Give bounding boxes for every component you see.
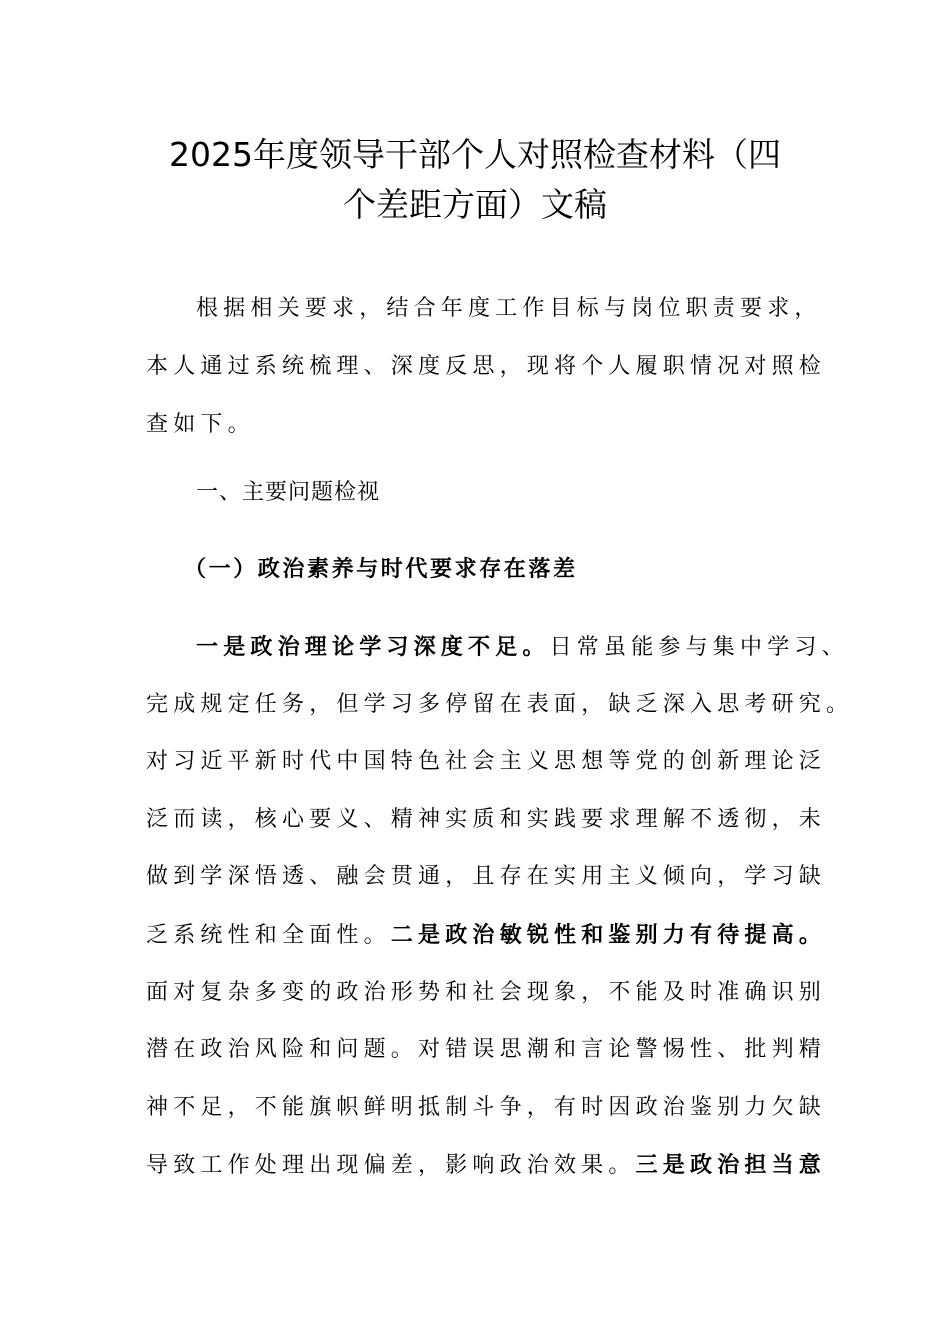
point-three-heading: 三是政治担当意: [635, 1152, 827, 1178]
paragraph-line-8: 潜在政治风险和问题。对错误思潮和言论警惕性、批判精: [146, 1037, 827, 1062]
intro-line-2: 本人通过系统梳理、深度反思，现将个人履职情况对照检: [146, 354, 827, 379]
paragraph-line-4: 泛而读，核心要义、精神实质和实践要求理解不透彻，未: [146, 807, 827, 832]
paragraph-line-7: 面对复杂多变的政治形势和社会现象，不能及时准确识别: [146, 980, 827, 1005]
paragraph-line-3: 对习近平新时代中国特色社会主义思想等党的创新理论泛: [146, 749, 827, 774]
paragraph-line-10-text: 导致工作处理出现偏差，影响政治效果。: [146, 1153, 636, 1178]
subsection-heading-1: （一）政治素养与时代要求存在落差: [184, 556, 578, 582]
paragraph-line-1-text: 日常虽能参与集中学习、: [549, 635, 849, 660]
paragraph-line-5: 做到学深悟透、融会贯通，且存在实用主义倾向，学习缺: [146, 864, 827, 889]
paragraph-line-6: [146, 920, 826, 951]
point-one-heading: 一是政治理论学习深度不足。: [196, 634, 550, 660]
paragraph-line-6-text: 乏系统性和全面性。: [146, 923, 391, 948]
paragraph-line-2: 完成规定任务，但学习多停留在表面，缺乏深入思考研究。: [146, 692, 854, 717]
paragraph-line-1: [196, 632, 849, 663]
point-two-heading: 二是政治敏锐性和鉴别力有待提高。: [390, 922, 827, 948]
paragraph-line-9: 神不足，不能旗帜鲜明抵制斗争，有时因政治鉴别力欠缺: [146, 1095, 827, 1120]
document-title-line-1: 2025年度领导干部个人对照检查材料（四: [169, 135, 781, 174]
document-title-line-2: 个差距方面）文稿: [343, 185, 607, 224]
intro-line-3: 查如下。: [146, 412, 255, 437]
intro-line-1: 根据相关要求，结合年度工作目标与岗位职责要求，: [196, 296, 822, 321]
section-heading-1: 一、主要问题检视: [196, 480, 381, 505]
paragraph-line-10: [146, 1150, 826, 1181]
